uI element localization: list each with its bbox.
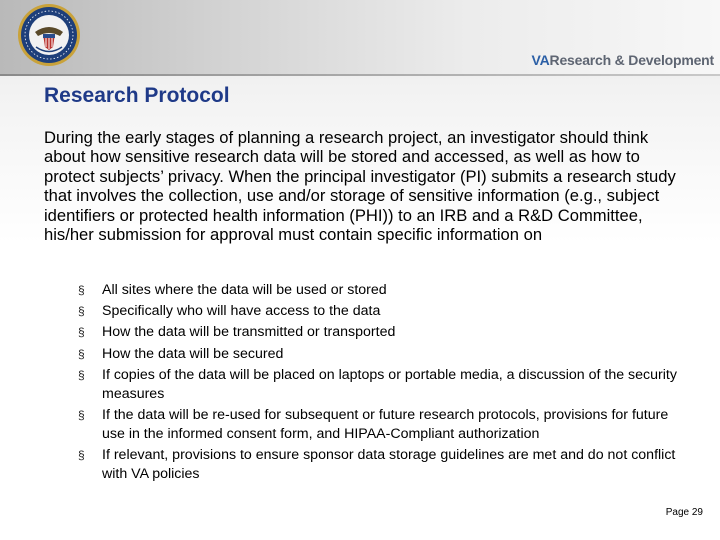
list-item [78,366,678,404]
list-item-text: If the data will be re-used for subsequent or future research protocols, provisions for future use in the informed consent form, and HIPAA-Compliant authorization [102,406,669,442]
bullet-icon: § [78,283,85,297]
intro-paragraph: During the early stages of planning a research project, an investigator should think about how sensitive research data will be stored and accessed, as well as how to protect subjects’ privacy. When the principal investigator (PI) submits a research study that involves the collection, use and/or storage of sensitive information (e.g., subject identifiers or protected health information (PHI)) to an IRB and a R&D Committee, his/her submission for approval must contain specific information on [44,128,676,245]
bullet-icon: § [78,447,85,462]
list-item [78,323,678,342]
bullet-icon: § [78,325,85,340]
list-item-text: If copies of the data will be placed on laptops or portable media, a discussion of the security measures [102,366,677,402]
list-item [78,406,678,444]
list-item [78,446,678,484]
va-research-development-logo [532,52,714,68]
list-item [78,281,678,300]
bullet-icon: § [78,407,85,422]
bullet-icon: § [78,304,85,319]
list-item [78,302,678,321]
page-number: Page 29 [665,507,703,518]
list-item-text: All sites where the data will be used or stored [102,282,387,298]
list-item-text: How the data will be transmitted or transported [102,324,396,341]
brand-va: VA [531,52,550,68]
list-item-text: How the data will be secured [102,345,284,362]
bullet-icon: § [78,367,85,382]
bullet-list [78,281,678,486]
brand-name: Research & Development [549,52,714,68]
list-item [78,345,678,364]
va-seal-icon [6,2,92,68]
list-item-text: Specifically who will have access to the data [102,303,381,320]
list-item-text: If relevant, provisions to ensure sponsor data storage guidelines are met and do not conflict with VA policies [102,446,676,482]
header-divider [0,74,720,76]
slide-title: Research Protocol [44,84,230,107]
bullet-icon: § [78,346,85,361]
